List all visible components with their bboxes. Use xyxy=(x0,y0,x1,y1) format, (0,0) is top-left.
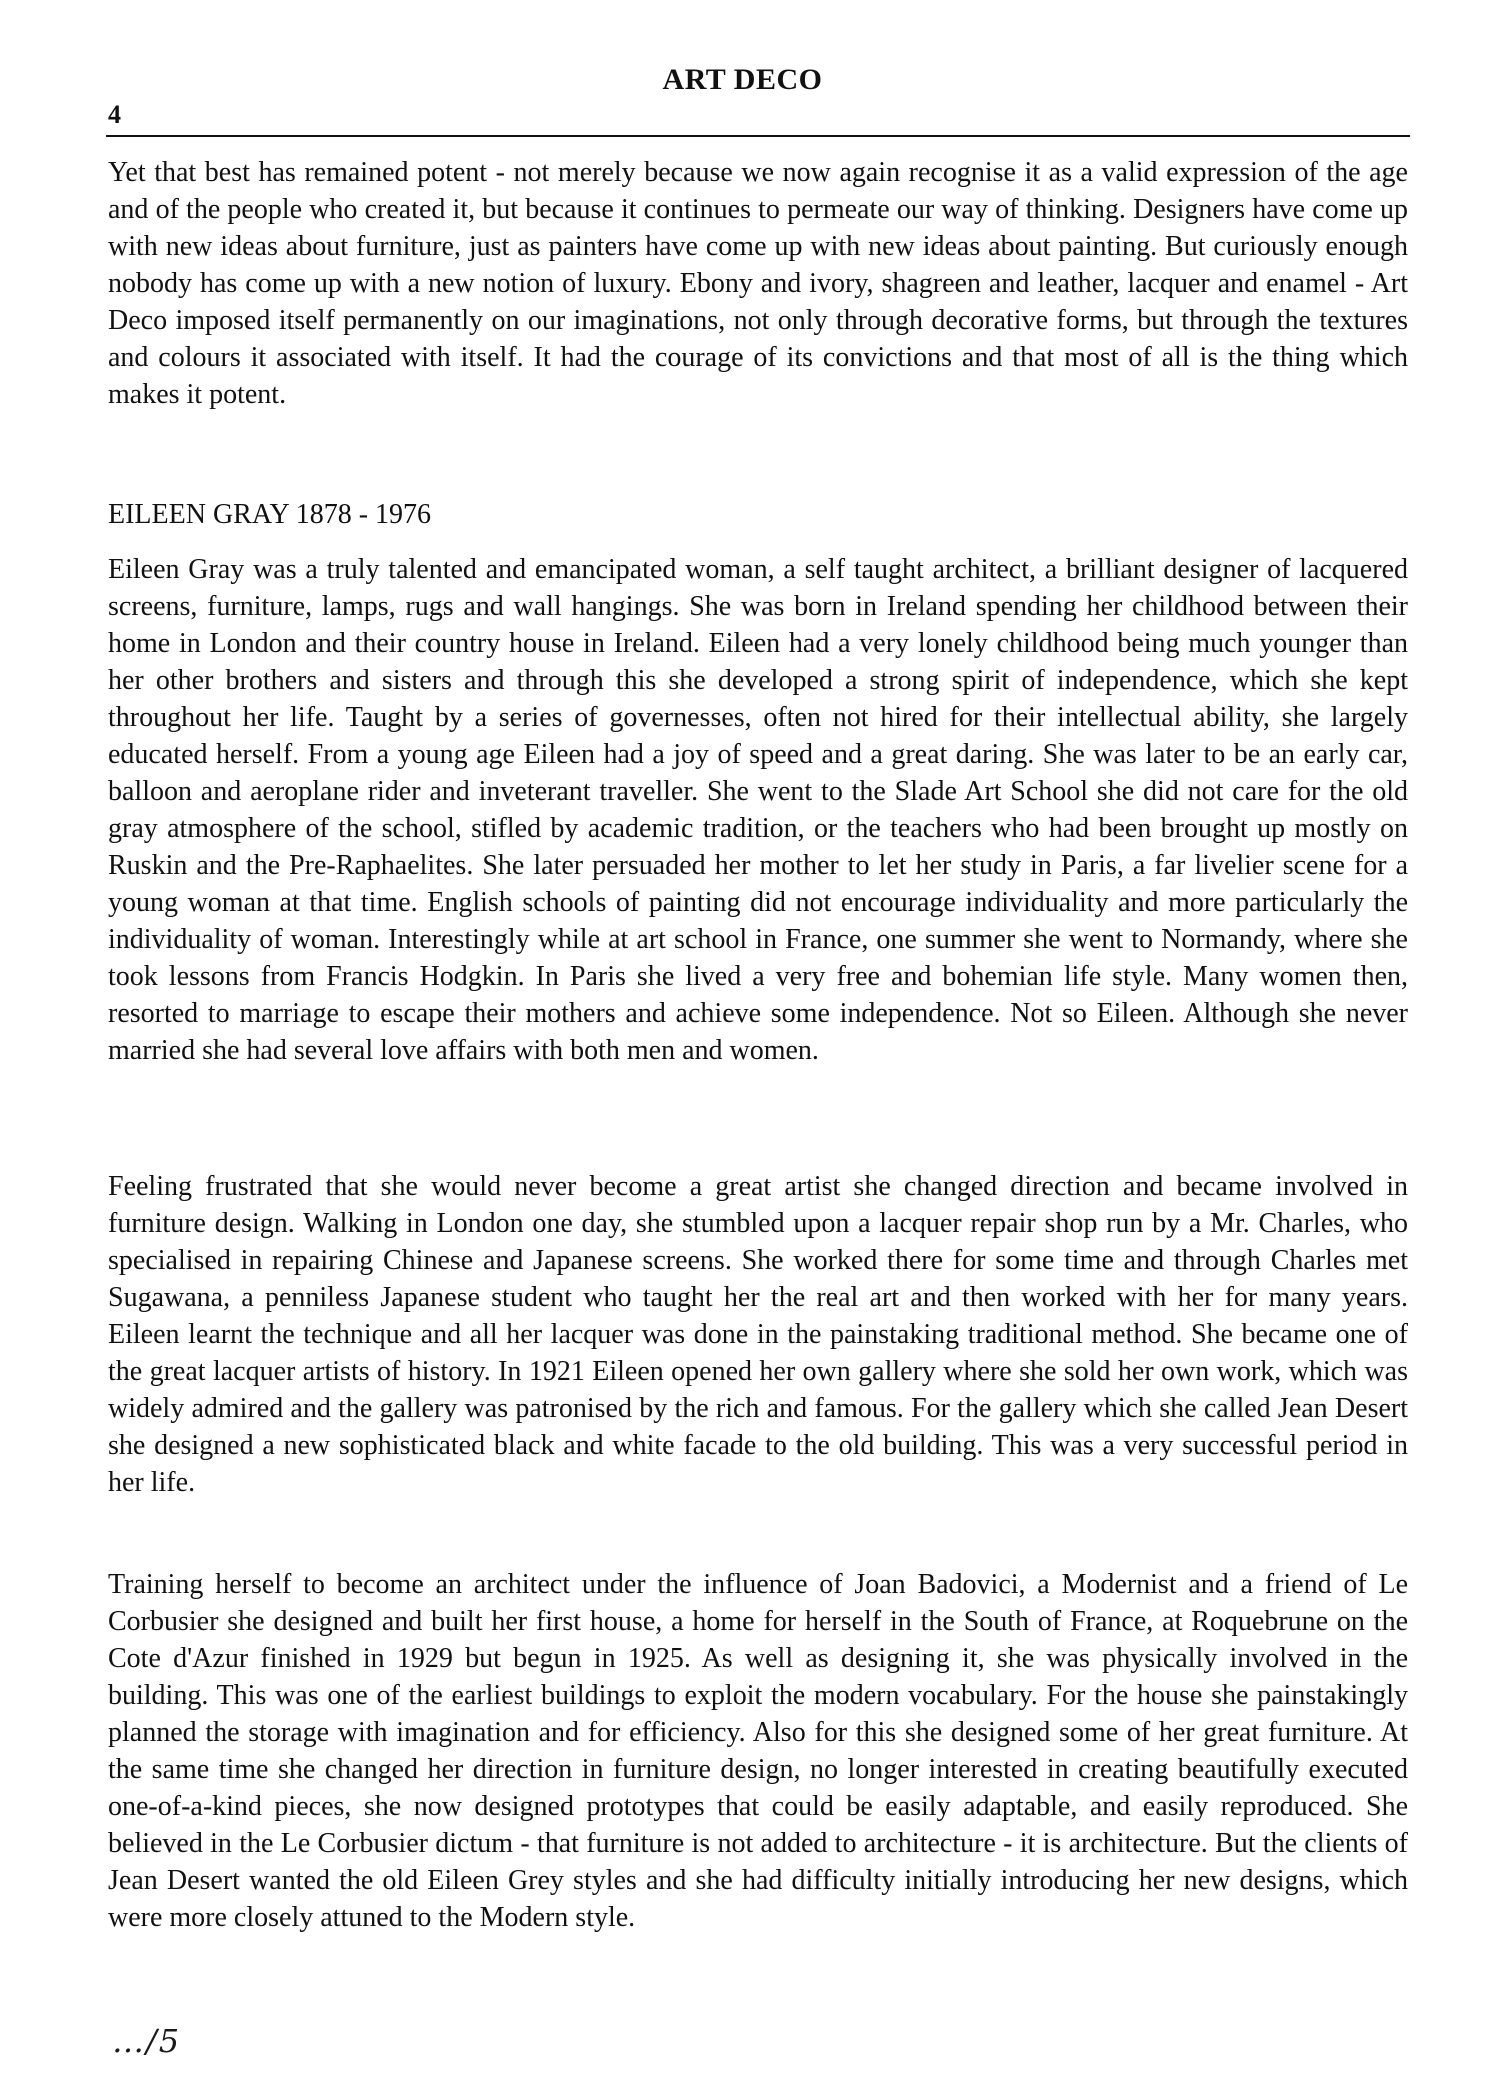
running-title: ART DECO xyxy=(662,63,823,96)
page-number: 4 xyxy=(108,100,121,129)
intro-paragraph: Yet that best has remained potent - not merely because we now again recognise it as a valid expression of the age and of the people who created it, but because it continues to permeate our way of thinking. Designers have come up with new ideas about furniture, just as painters have come up with new ideas about painting. But curiously enough nobody has come up with a new notion of luxury. Ebony and ivory, shagreen and leather, lacquer and enamel - Art Deco imposed itself permanently on our imaginations, not only through decorative forms, but through the textures and colours it associated with itself. It had the courage of its convictions and that most of all is the thing which makes it potent. xyxy=(108,157,1408,410)
section-paragraph: Training herself to become an architect under the influence of Joan Badovici, a Modernist and a friend of Le Corbusier she designed and built her first house, a home for herself in the South of France, at Roquebrune on the Cote d'Azur finished in 1929 but begun in 1925. As well as designing it, she was physically involved in the building. This was one of the earliest buildings to exploit the modern vocabulary. For the house she painstakingly planned the storage with imagination and for efficiency. Also for this she designed some of her great furniture. At the same time she changed her direction in furniture design, no longer interested in creating beautifully executed one-of-a-kind pieces, she now designed prototypes that could be easily adaptable, and easily reproduced. She believed in the Le Corbusier dictum - that furniture is not added to architecture - it is architecture. But the clients of Jean Desert wanted the old Eileen Grey styles and she had difficulty initially introducing her new designs, which were more closely attuned to the Modern style. xyxy=(108,1569,1408,1933)
header-rule xyxy=(106,135,1410,137)
section-paragraph: Feeling frustrated that she would never become a great artist she changed direction and became involved in furniture design. Walking in London one day, she stumbled upon a lacquer repair shop run by a Mr. Charles, who specialised in repairing Chinese and Japanese screens. She worked there for some time and through Charles met Sugawana, a penniless Japanese student who taught her the real art and then worked with her for many years. Eileen learnt the technique and all her lacquer was done in the painstaking traditional method. She became one of the great lacquer artists of history. In 1921 Eileen opened her own gallery where she sold her own work, which was widely admired and the gallery was patronised by the rich and famous. For the gallery which she called Jean Desert she designed a new sophisticated black and white facade to the old building. This was a very successful period in her life. xyxy=(108,1171,1408,1498)
section-paragraph: Eileen Gray was a truly talented and emancipated woman, a self taught architect, a brilliant designer of lacquered screens, furniture, lamps, rugs and wall hangings. She was born in Ireland spending her childhood between their home in London and their country house in Ireland. Eileen had a very lonely childhood being much younger than her other brothers and sisters and through this she developed a strong spirit of independence, which she kept throughout her life. Taught by a series of governesses, often not hired for their intellectual ability, she largely educated herself. From a young age Eileen had a joy of speed and a great daring. She was later to be an early car, balloon and aeroplane rider and inveterant traveller. She went to the Slade Art School she did not care for the old gray atmosphere of the school, stifled by academic tradition, or the teachers who had been brought up mostly on Ruskin and the Pre-Raphaelites. She later persuaded her mother to let her study in Paris, a far livelier scene for a young woman at that time. English schools of painting did not encourage individuality and more particularly the individuality of woman. Interestingly while at art school in France, one summer she went to Normandy, where she took lessons from Francis Hodgkin. In Paris she lived a very free and bohemian life style. Many women then, resorted to marriage to escape their mothers and achieve some independence. Not so Eileen. Although she never married she had several love affairs with both men and women. xyxy=(108,554,1408,1066)
continuation-note: …/5 xyxy=(112,2022,182,2060)
section-heading: EILEEN GRAY 1878 - 1976 xyxy=(108,499,432,530)
